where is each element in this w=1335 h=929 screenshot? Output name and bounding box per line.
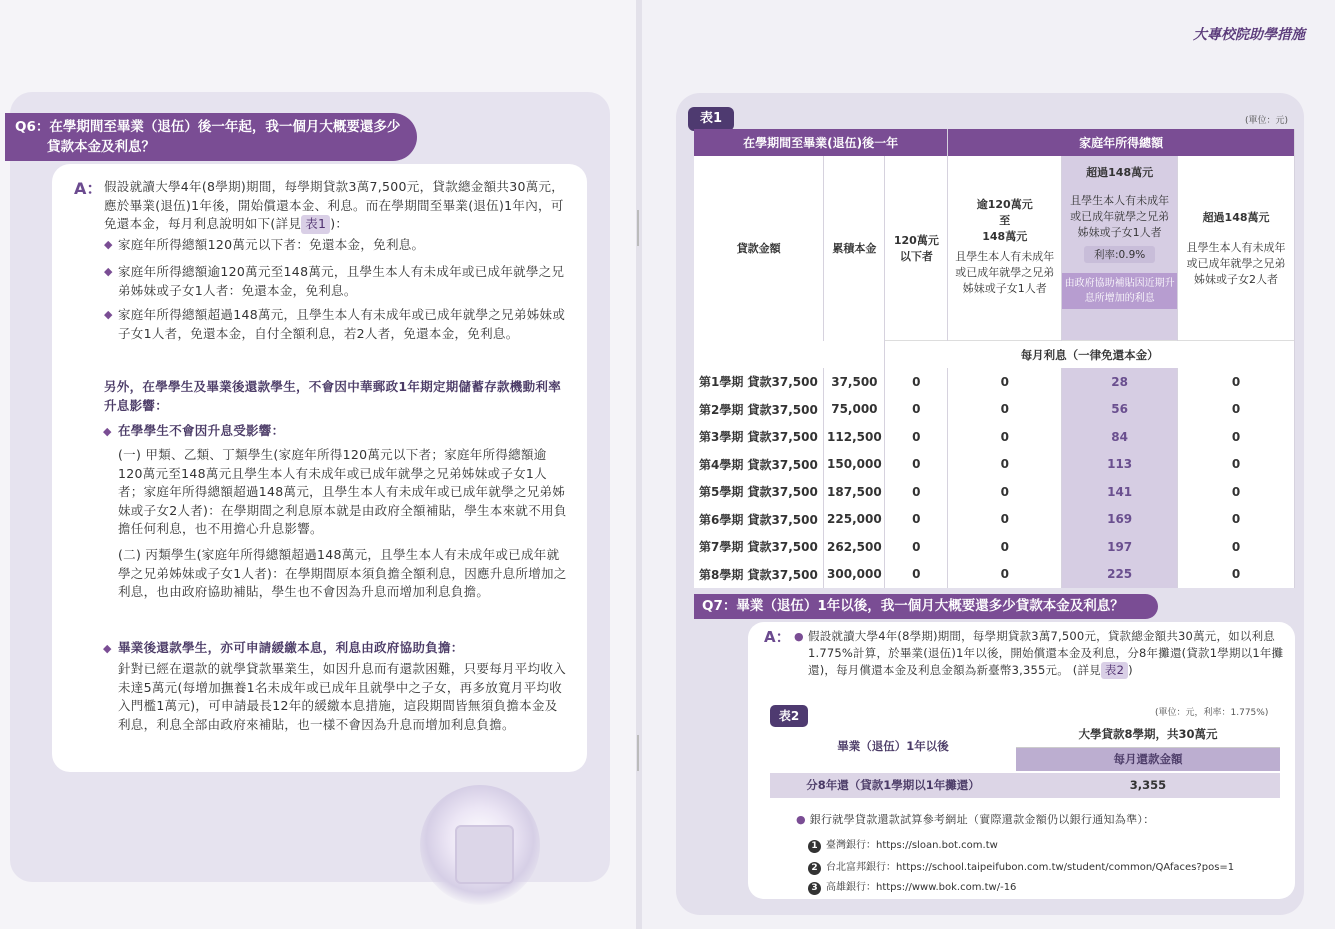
q6-sub2-title: 畢業後還款學生，亦可申請緩繳本息，利息由政府協助負擔： <box>118 640 464 655</box>
table1-col-cum <box>824 156 885 341</box>
row-c: 113 <box>1062 451 1178 479</box>
bullet-icon: ◆ <box>104 238 113 251</box>
q7-answer-text: 假設就讀大學4年(8學期)期間，每學期貸款3萬7,500元，貸款總金額共30萬元，如以利息1.775%計算，於畢業(退伍)1年以後，開始償還本金及利息，分8年攤還(貸款1學期以1年攤還)，每月償還本金及利息金額為新臺幣3,355元。 <box>808 629 1284 677</box>
q6-sub1-title: 在學學生不會因升息受影響： <box>118 423 285 438</box>
row-c: 197 <box>1062 533 1178 561</box>
q6-title-line2: 貸款本金及利息？ <box>47 139 155 155</box>
page-gutter <box>636 0 642 929</box>
row-a: 0 <box>885 506 948 534</box>
q6-sub1-item-2: (二) 丙類學生(家庭年所得總額超過148萬元，且學生本人有未成年或已成年就學之兄弟姊妹或子女1人者)：在學期間原本須負擔全額利息，因應升息所增加之利息，也由政府協助補貼，學生也不會因為升息而增加利息負擔。 <box>118 547 567 599</box>
col-c-gov-note: 由政府協助補貼因近期升息所增加的利息 <box>1062 273 1177 309</box>
col-b-desc: 且學生本人有未成年或已成年就學之兄弟姊妹或子女1人者 <box>955 250 1055 295</box>
row-a: 0 <box>885 561 948 589</box>
bank-link-text[interactable]: 臺灣銀行：https://sloan.bot.com.tw <box>826 840 998 851</box>
table1-unit: (單位：元) <box>1245 116 1289 126</box>
answer-mark: A： <box>74 179 103 198</box>
table-row <box>694 533 1295 561</box>
table1-col-loan <box>694 156 824 341</box>
bank-link-text[interactable]: 台北富邦銀行：https://school.taipeifubon.com.tw/student/common/QAfaces?pos=1 <box>826 862 1235 873</box>
q6-para2: 另外，在學學生及畢業後還款學生，不會因中華郵政1年期定期儲蓄存款機動利率升息影響： <box>104 379 561 413</box>
bullet-icon: ● <box>794 630 804 643</box>
row-c: 84 <box>1062 423 1178 451</box>
bank-links-intro <box>796 811 1155 827</box>
row-a: 0 <box>885 451 948 479</box>
row-cum: 225,000 <box>824 506 885 534</box>
row-c: 56 <box>1062 396 1178 424</box>
section-header: 大專校院助學措施 <box>1193 27 1305 43</box>
row-semester: 第1學期 貸款37,500 <box>694 368 824 396</box>
row-d: 0 <box>1178 561 1295 589</box>
row-b: 0 <box>948 478 1062 506</box>
table1-tag: 表1 <box>688 107 734 131</box>
row-d: 0 <box>1178 396 1295 424</box>
row-semester: 第5學期 貸款37,500 <box>694 478 824 506</box>
row-d: 0 <box>1178 423 1295 451</box>
table2-tag: 表2 <box>770 705 808 727</box>
q6-sub2-text: 針對已經在還款的就學貸款畢業生，如因升息而有還款困難，只要每月平均收入未達5萬元(每增加撫養1名未成年或已成年且就學中之子女，再多放寬月平均收入門檻1萬元)，可申請最長12年的緩繳本息措施，這段期間皆無須負擔本金及利息，利息全部由政府來補貼，也一樣不會因為升息而增加利息負擔。 <box>118 661 567 732</box>
col-c-desc: 且學生本人有未成年或已成年就學之兄弟姊妹或子女1人者 <box>1070 194 1170 239</box>
q6-title-line1: Q6：在學期間至畢業（退伍）後一年起，我一個月大概要還多少 <box>15 119 401 135</box>
row-semester: 第2學期 貸款37,500 <box>694 396 824 424</box>
table1-col-b <box>948 156 1062 341</box>
row-c: 28 <box>1062 368 1178 396</box>
col-d-title: 超過148萬元 <box>1202 211 1270 224</box>
table2-row-value: 3,355 <box>1016 773 1280 798</box>
table1-head-left: 在學期間至畢業(退伍)後一年 <box>694 129 948 156</box>
row-semester: 第8學期 貸款37,500 <box>694 561 824 589</box>
binding-mark <box>637 735 639 771</box>
table1-col-d <box>1178 156 1295 341</box>
row-b: 0 <box>948 506 1062 534</box>
row-cum: 75,000 <box>824 396 885 424</box>
number-circle-icon: 2 <box>808 862 821 875</box>
q6-intro-text: 假設就讀大學4年(8學期)期間，每學期貸款3萬7,500元，貸款總金額共30萬元，應於畢業(退伍)1年後，開始償還本金、利息。而在學期間至畢業(退伍)1年內，可免還本金，每月利息說明如下(詳見 <box>104 179 565 231</box>
col-cum-label: 累積本金 <box>832 242 877 256</box>
table1-head-right: 家庭年所得總額 <box>948 129 1295 156</box>
row-a: 0 <box>885 478 948 506</box>
table1 <box>694 129 1295 588</box>
number-circle-icon: 1 <box>808 840 821 853</box>
row-a: 0 <box>885 533 948 561</box>
row-c: 225 <box>1062 561 1178 589</box>
bank-link-item[interactable] <box>808 878 1016 895</box>
table2-left-head: 畢業（退伍）1年以後 <box>837 739 949 753</box>
table1-monthly-interest: 每月利息（一律免還本金） <box>885 341 1295 369</box>
row-semester: 第3學期 貸款37,500 <box>694 423 824 451</box>
row-semester: 第6學期 貸款37,500 <box>694 506 824 534</box>
row-d: 0 <box>1178 533 1295 561</box>
row-semester: 第7學期 貸款37,500 <box>694 533 824 561</box>
q6-intro-end: )： <box>330 216 349 231</box>
row-b: 0 <box>948 396 1062 424</box>
table-row <box>694 451 1295 479</box>
col-c-title: 超過148萬元 <box>1086 166 1154 179</box>
table-row <box>694 561 1295 589</box>
table-row <box>694 478 1295 506</box>
bullet-icon: ◆ <box>104 265 113 278</box>
col-c-rate: 利率:0.9% <box>1084 246 1155 263</box>
table2-ref-badge: 表2 <box>1101 662 1128 679</box>
row-cum: 300,000 <box>824 561 885 589</box>
row-cum: 187,500 <box>824 478 885 506</box>
q7-ref-pre: (詳見 <box>1072 663 1101 677</box>
row-cum: 37,500 <box>824 368 885 396</box>
row-c: 141 <box>1062 478 1178 506</box>
table2-row-label: 分8年還（貸款1學期以1年攤還） <box>770 773 1016 798</box>
bank-links-intro-text: 銀行就學貸款還款試算參考網址（實際還款金額仍以銀行通知為準）： <box>809 813 1155 826</box>
table1-col-c <box>1062 156 1178 341</box>
row-b: 0 <box>948 561 1062 589</box>
ai-chip-square <box>455 825 514 884</box>
row-b: 0 <box>948 533 1062 561</box>
bullet-icon: ◆ <box>103 425 112 438</box>
table2-right-head: 大學貸款8學期，共30萬元 <box>1016 722 1280 748</box>
col-loan-label: 貸款金額 <box>736 242 781 256</box>
table1-col-a <box>885 156 948 341</box>
row-b: 0 <box>948 423 1062 451</box>
table1-spacer <box>694 341 885 369</box>
q6-intro <box>104 178 572 234</box>
table1-ref-badge: 表1 <box>301 215 330 234</box>
table2 <box>770 722 1280 798</box>
row-d: 0 <box>1178 478 1295 506</box>
row-cum: 262,500 <box>824 533 885 561</box>
bank-link-item[interactable] <box>808 858 1234 875</box>
table-row <box>694 368 1295 396</box>
q6-sub1-item-1: (一) 甲類、乙類、丁類學生(家庭年所得120萬元以下者；家庭年所得總額逾120萬元至148萬元且學生本人有未成年或已成年就學之兄弟姊妹或子女1人者；家庭年所得總額超過148萬元，且學生本人有未成年或已成年就學之兄弟姊妹或子女2人者)：在學期間之利息原本就是由政府全額補貼，學生本來就不用負擔任何利息，也不用擔心升息影響。 <box>118 447 567 536</box>
q7-title: Q7：畢業（退伍）1年以後，我一個月大概要還多少貸款本金及利息？ <box>694 594 1158 619</box>
row-cum: 150,000 <box>824 451 885 479</box>
number-circle-icon: 3 <box>808 882 821 895</box>
bullet-icon: ◆ <box>103 642 112 655</box>
row-d: 0 <box>1178 506 1295 534</box>
table2-unit: (單位：元，利率：1.775%) <box>1155 708 1269 718</box>
q6-bullet-2: 家庭年所得總額逾120萬元至148萬元，且學生本人有未成年或已成年就學之兄弟姊妹或子女1人者：免還本金，免利息。 <box>118 264 565 298</box>
row-b: 0 <box>948 451 1062 479</box>
q6-title <box>5 113 417 161</box>
table-row <box>694 423 1295 451</box>
row-a: 0 <box>885 396 948 424</box>
q7-ref-post: ) <box>1128 663 1133 677</box>
col-a-label: 120萬元 以下者 <box>893 234 939 263</box>
row-a: 0 <box>885 423 948 451</box>
row-b: 0 <box>948 368 1062 396</box>
answer-mark: A： <box>764 628 791 646</box>
col-b-title: 逾120萬元 至 148萬元 <box>976 198 1033 243</box>
q6-bullet-3: 家庭年所得總額超過148萬元，且學生本人有未成年或已成年就學之兄弟姊妹或子女1人者，免還本金，自付全額利息，若2人者，免還本金，免利息。 <box>118 307 566 341</box>
table-row <box>694 506 1295 534</box>
q7-answer <box>808 628 1288 679</box>
bank-link-text[interactable]: 高雄銀行：https://www.bok.com.tw/-16 <box>826 882 1017 893</box>
binding-mark <box>637 210 639 246</box>
table-row <box>694 396 1295 424</box>
row-d: 0 <box>1178 368 1295 396</box>
bullet-icon: ◆ <box>104 308 113 321</box>
row-semester: 第4學期 貸款37,500 <box>694 451 824 479</box>
table2-right-sub: 每月還款金額 <box>1016 748 1280 771</box>
row-c: 169 <box>1062 506 1178 534</box>
col-d-desc: 且學生本人有未成年或已成年就學之兄弟姊妹或子女2人者 <box>1186 241 1286 286</box>
bank-link-item[interactable] <box>808 836 998 853</box>
row-d: 0 <box>1178 451 1295 479</box>
row-cum: 112,500 <box>824 423 885 451</box>
q6-bullet-1: 家庭年所得總額120萬元以下者：免還本金，免利息。 <box>118 237 425 252</box>
row-a: 0 <box>885 368 948 396</box>
bullet-icon: ● <box>796 813 810 826</box>
